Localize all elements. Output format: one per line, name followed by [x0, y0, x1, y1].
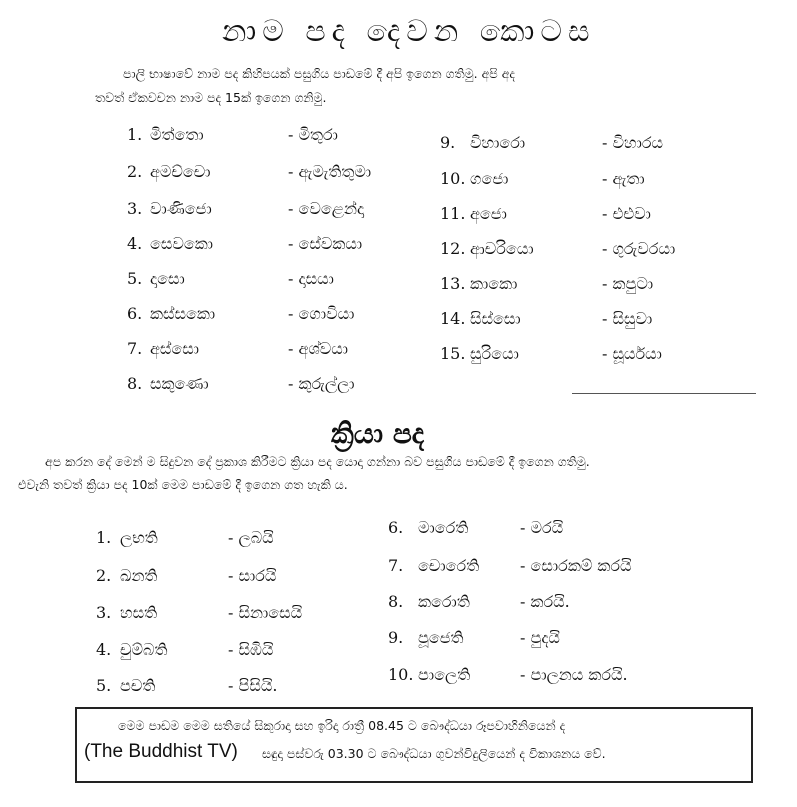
list-item-sinhala: - ගොවියා: [288, 304, 355, 323]
list-item-num: 15.: [440, 344, 466, 363]
verbs-intro-line-1: අප කරන දේ මෙන් ම සිදුවන දේ ප්‍රකාශ කිරීමට ක්‍රියා පද යොදා ගන්නා බව පසුගිය පාඩමේ දී ඉගෙන ගතිමු.: [45, 454, 590, 469]
list-item-pali: සකුණො: [150, 374, 209, 393]
list-item-sinhala: - පුදයි: [520, 628, 560, 647]
list-item-num: 2.: [96, 566, 112, 585]
list-item-pali: දාසො: [150, 269, 185, 288]
list-item-sinhala: - මිතුරා: [288, 125, 338, 144]
list-item-num: 5.: [127, 269, 143, 288]
list-item-sinhala: - අශ්වයා: [288, 339, 349, 358]
list-item-pali: සුරියො: [470, 344, 519, 363]
list-item-num: 6.: [127, 304, 143, 323]
tv-channel-name: (The Buddhist TV): [84, 741, 238, 762]
broadcast-notice-line-2: සඳුදා පස්වරු 03.30 ට බෞද්ධයා ගුවන්විදුලියෙන් ද විකාශනය වේ.: [262, 746, 606, 761]
list-item-sinhala: - ඇතා: [602, 169, 645, 188]
list-item-pali: කරොති: [418, 592, 470, 611]
list-item-num: 10.: [388, 665, 414, 684]
list-item-num: 1.: [96, 528, 112, 547]
broadcast-notice-line-1: මෙම පාඩම මෙම සතියේ සිකුරාදා සහ ඉරිදා රාත්‍රී 08.45 ට බෞද්ධයා රූපවාහිනියෙන් ද: [118, 718, 566, 733]
list-item-pali: චුම්බති: [120, 640, 168, 659]
section-title: ක්‍රියා පද: [331, 417, 425, 450]
list-item-num: 4.: [127, 234, 143, 253]
list-item-sinhala: - කරයි.: [520, 592, 570, 611]
list-item-pali: පචති: [120, 676, 156, 695]
list-item-num: 11.: [440, 204, 466, 223]
list-item-num: 6.: [388, 518, 404, 537]
list-item-pali: සිස්සො: [470, 309, 521, 328]
verbs-intro-line-2: එවැනි තවත් ක්‍රියා පද 10ක් මෙම පාඩමේ දී ඉගෙන ගත හැකි ය.: [18, 477, 348, 492]
list-item-pali: ඛනති: [120, 566, 158, 585]
list-item-pali: අමච්චො: [150, 162, 211, 181]
list-item-sinhala: - විහාරය: [602, 133, 664, 152]
list-item-sinhala: - සේවකයා: [288, 234, 363, 253]
list-item-num: 8.: [388, 592, 404, 611]
list-item-num: 5.: [96, 676, 112, 695]
list-item-pali: අස්සො: [150, 339, 200, 358]
list-item-sinhala: - සිඹියි: [228, 640, 274, 659]
list-item-num: 3.: [96, 603, 112, 622]
list-item-pali: කස්සකො: [150, 304, 216, 323]
divider-line: [572, 393, 756, 394]
list-item-num: 1.: [127, 125, 143, 144]
list-item-pali: කාකො: [470, 274, 518, 293]
list-item-pali: හසති: [120, 603, 158, 622]
list-item-pali: ආචරියො: [470, 239, 534, 258]
list-item-num: 12.: [440, 239, 466, 258]
list-item-sinhala: - මරයි: [520, 518, 564, 537]
page-title: නාම පද දෙවන කොටස: [222, 14, 596, 49]
list-item-pali: අජො: [470, 204, 507, 223]
list-item-sinhala: - දාසයා: [288, 269, 334, 288]
list-item-num: 10.: [440, 169, 466, 188]
list-item-sinhala: - කුරුල්ලා: [288, 374, 355, 393]
list-item-num: 7.: [127, 339, 143, 358]
list-item-sinhala: - එළුවා: [602, 204, 651, 223]
list-item-sinhala: - පිසියි.: [228, 676, 278, 695]
list-item-sinhala: - පාලනය කරයි.: [520, 665, 628, 684]
list-item-sinhala: - ලබයි: [228, 528, 274, 547]
list-item-pali: පූජෙති: [418, 628, 464, 647]
intro-line-1: පාලි භාෂාවේ නාම පද කිහිපයක් පසුගිය පාඩමේ දී අපි ඉගෙන ගතිමු. අපි අද: [123, 66, 515, 81]
list-item-sinhala: - සිසුවා: [602, 309, 653, 328]
list-item-num: 9.: [440, 133, 456, 152]
list-item-pali: ලභති: [120, 528, 158, 547]
intro-line-2: තවත් ඒකවචන නාම පද 15ක් ඉගෙන ගනිමු.: [95, 90, 327, 105]
list-item-pali: විහාරො: [470, 133, 526, 152]
list-item-pali: මාරෙති: [418, 518, 469, 537]
list-item-sinhala: - සාරයි: [228, 566, 277, 585]
list-item-sinhala: - සොරකම් කරයි: [520, 556, 632, 575]
list-item-num: 9.: [388, 628, 404, 647]
list-item-pali: සෙවකො: [150, 234, 214, 253]
list-item-pali: ගජො: [470, 169, 509, 188]
list-item-sinhala: - වෙළෙන්දා: [288, 199, 365, 218]
list-item-num: 4.: [96, 640, 112, 659]
list-item-sinhala: - සූර්යයා: [602, 344, 662, 363]
list-item-num: 13.: [440, 274, 466, 293]
list-item-num: 14.: [440, 309, 466, 328]
list-item-num: 7.: [388, 556, 404, 575]
list-item-num: 2.: [127, 162, 143, 181]
list-item-sinhala: - කපුටා: [602, 274, 654, 293]
list-item-pali: මිත්තො: [150, 125, 204, 144]
list-item-sinhala: - ඇමැතිතුමා: [288, 162, 372, 181]
list-item-sinhala: - සිනාසෙයි: [228, 603, 303, 622]
list-item-pali: වාණිජො: [150, 199, 212, 218]
list-item-pali: පාලෙති: [418, 665, 471, 684]
list-item-num: 8.: [127, 374, 143, 393]
list-item-pali: චොරෙති: [418, 556, 480, 575]
list-item-sinhala: - ගුරුවරයා: [602, 239, 676, 258]
list-item-num: 3.: [127, 199, 143, 218]
